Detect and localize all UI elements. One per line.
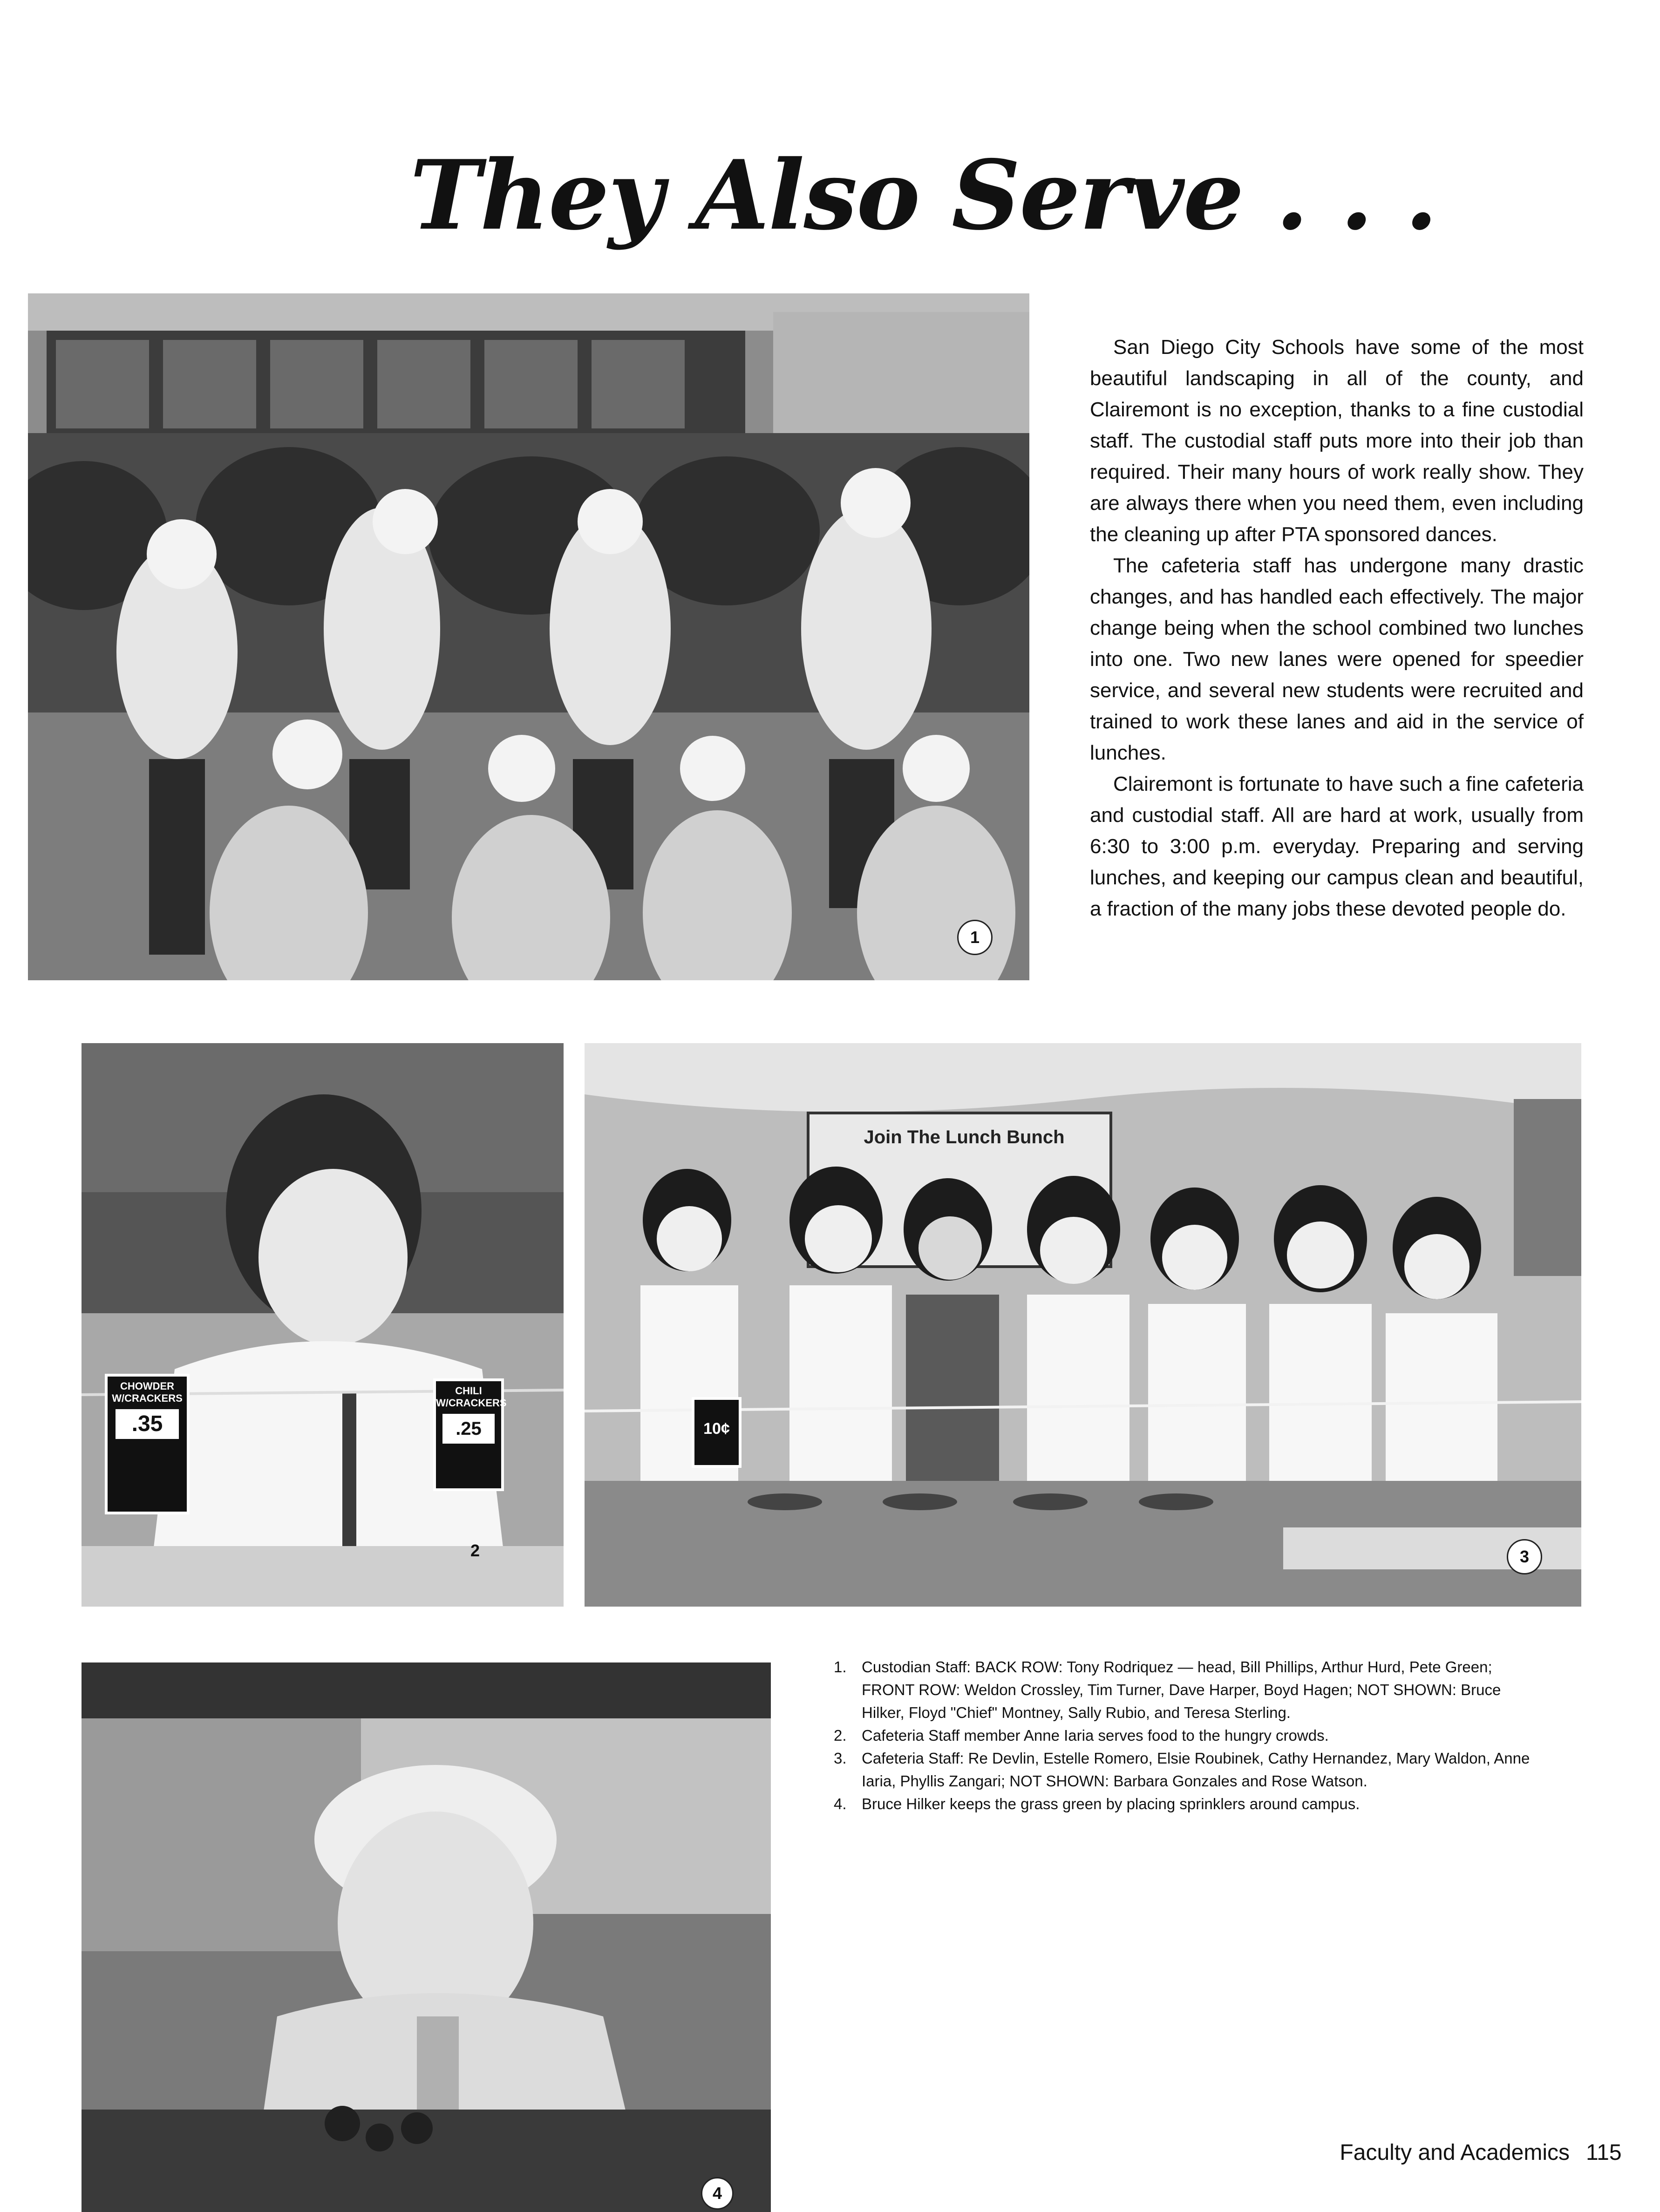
banner-sign: Join The Lunch Bunch — [864, 1127, 1065, 1147]
caption-item-2 — [834, 1724, 1532, 1747]
photo-number-3: 3 — [1507, 1539, 1542, 1574]
footer-section-name: Faculty and Academics — [1340, 2140, 1570, 2165]
photo-number-1: 1 — [957, 920, 993, 955]
caption-text-4: Bruce Hilker keeps the grass green by placing sprinklers around campus. — [862, 1795, 1360, 1812]
caption-item-1 — [834, 1656, 1532, 1724]
caption-text-2: Cafeteria Staff member Anne Iaria serves food to the hungry crowds. — [862, 1727, 1329, 1744]
caption-item-4 — [834, 1792, 1532, 1815]
footer-page-number: 115 — [1586, 2140, 1622, 2165]
photo-groundskeeper-image — [82, 1662, 771, 2212]
price-sign-chili-price: .25 — [442, 1414, 495, 1444]
body-text — [1090, 332, 1584, 924]
caption-number-1: 1. — [834, 1658, 847, 1676]
body-paragraph-2: The cafeteria staff has undergone many drastic changes, and has handled each effectively. The major change being when the school combined two lunches into one. Two new lanes were opened for speedier service, and several new students were recruited and trained to work these lanes and aid in the service of lunches. — [1090, 554, 1584, 764]
price-sign-chili-label: CHILI W/CRACKERS — [436, 1385, 507, 1409]
price-sign-10c-price: 10¢ — [694, 1414, 739, 1444]
photo-cafeteria-server — [82, 1043, 564, 1607]
photo-custodial-staff-image — [28, 293, 1029, 980]
photo-number-2: 2 — [470, 1541, 480, 1560]
body-paragraph-3: Clairemont is fortunate to have such a fine cafeteria and custodial staff. All are hard at work, usually from 6:30 to 3:00 p.m. everyday. Preparing and serving lunches, and keeping our campus clean and beautiful, a fraction of the many jobs these devoted people do. — [1090, 773, 1584, 920]
photo-custodial-staff — [28, 293, 1029, 980]
photo-number-4: 4 — [701, 2177, 734, 2210]
price-sign-chowder-label: CHOWDER W/CRACKERS — [112, 1380, 183, 1404]
caption-text-3: Cafeteria Staff: Re Devlin, Estelle Romero, Elsie Roubinek, Cathy Hernandez, Mary Waldon, Anne Iaria, Phyllis Zangari; NOT SHOWN: Barbara Gonzales and Rose Watson. — [862, 1750, 1530, 1790]
caption-number-3: 3. — [834, 1750, 847, 1767]
caption-item-3 — [834, 1747, 1532, 1792]
caption-list — [834, 1656, 1532, 1815]
photo-cafeteria-server-image — [82, 1043, 564, 1607]
caption-number-4: 4. — [834, 1795, 847, 1812]
page-title: They Also Serve . . . — [410, 140, 1437, 251]
caption-number-2: 2. — [834, 1727, 847, 1744]
caption-text-1: Custodian Staff: BACK ROW: Tony Rodriquez — head, Bill Phillips, Arthur Hurd, Pete Green; FRONT ROW: Weldon Crossley, Tim Turner, Dave Harper, Boyd Hagen; NOT SHOWN: Bruce Hilker, Floyd "Chief" Montney, Sally Rubio, and Teresa Sterling. — [862, 1658, 1501, 1721]
price-sign-chowder-price: .35 — [116, 1409, 179, 1439]
price-sign-chili — [433, 1378, 507, 1491]
price-sign-10c — [692, 1397, 742, 1468]
photo-groundskeeper — [82, 1662, 771, 2212]
price-sign-chowder — [105, 1374, 190, 1514]
body-paragraph-1: San Diego City Schools have some of the most beautiful landscaping in all of the county, and Clairemont is no exception, thanks to a fine custodial staff. The custodial staff puts more into their job than required. Their many hours of work really show. They are always there when you need them, even including the cleaning up after PTA sponsored dances. — [1090, 336, 1584, 546]
